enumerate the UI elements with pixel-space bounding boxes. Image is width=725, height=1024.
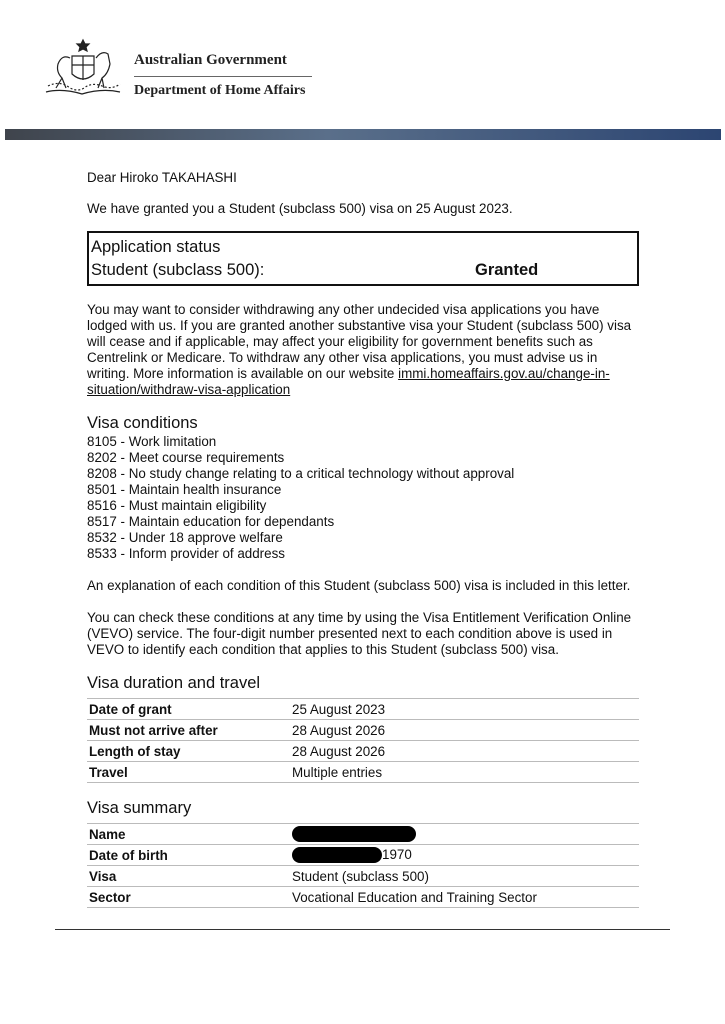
- withdraw-application-link[interactable]: immi.homeaffairs.gov.au/change-in-situation/withdraw-visa-application: [87, 366, 610, 397]
- status-visa-label: Student (subclass 500):: [91, 261, 265, 279]
- status-badge: Granted: [475, 261, 539, 279]
- redaction-mark: [292, 847, 382, 863]
- table-row: [87, 762, 639, 783]
- row-value: [290, 824, 639, 845]
- government-name: Australian Government: [134, 52, 287, 68]
- summary-table: [87, 823, 639, 908]
- department-name: Department of Home Affairs: [134, 83, 306, 98]
- row-value: Multiple entries: [290, 762, 639, 783]
- row-label: Date of birth: [87, 845, 290, 866]
- redaction-mark: [292, 826, 416, 842]
- condition-item: 8517 - Maintain education for dependants: [87, 514, 335, 529]
- row-value: Vocational Education and Training Sector: [290, 887, 639, 908]
- row-label: Travel: [87, 762, 290, 783]
- vevo-paragraph: You can check these conditions at any time by using the Visa Entitlement Verification Online (VEVO) service. The four-digit number presented next to each condition above is used in VEVO to identify each condition that applies to this Student (subclass 500) visa.: [87, 610, 632, 657]
- footer-divider: [55, 929, 670, 930]
- advice-paragraph: [87, 302, 639, 398]
- condition-item: 8532 - Under 18 approve welfare: [87, 530, 283, 545]
- advice-text: You may want to consider withdrawing any other undecided visa applications you have lodged with us. If you are granted another substantive visa your Student (subclass 500) visa will cease and if applicable, may affect your eligibility for government benefits such as Centrelink or Medicare. To withdraw any other visa applications, you must advise us in writing. More information is available on our website: [87, 302, 632, 381]
- table-row: [87, 824, 639, 845]
- status-row: [91, 259, 637, 282]
- table-row: [87, 720, 639, 741]
- row-value: 28 August 2026: [290, 741, 639, 762]
- table-row: [87, 699, 639, 720]
- summary-heading: Visa summary: [87, 799, 192, 817]
- application-status-box: [87, 231, 639, 286]
- row-value: 25 August 2023: [290, 699, 639, 720]
- dob-year: 1970: [382, 846, 412, 862]
- table-row: [87, 741, 639, 762]
- greeting: Dear Hiroko TAKAHASHI: [87, 170, 237, 185]
- row-label: Must not arrive after: [87, 720, 290, 741]
- wordmark-divider: [134, 76, 312, 77]
- coat-of-arms-icon: [42, 36, 124, 98]
- table-row: [87, 845, 639, 866]
- table-row: [87, 887, 639, 908]
- government-wordmark: [134, 50, 312, 101]
- row-label: Length of stay: [87, 741, 290, 762]
- conditions-list: [87, 434, 639, 562]
- table-row: [87, 866, 639, 887]
- intro-text: We have granted you a Student (subclass 500) visa on 25 August 2023.: [87, 201, 513, 216]
- row-label: Visa: [87, 866, 290, 887]
- row-value: [290, 845, 639, 866]
- condition-item: 8208 - No study change relating to a critical technology without approval: [87, 466, 515, 481]
- duration-heading: Visa duration and travel: [87, 674, 261, 692]
- condition-item: 8533 - Inform provider of address: [87, 546, 285, 561]
- duration-table: [87, 698, 639, 783]
- condition-item: 8516 - Must maintain eligibility: [87, 498, 267, 513]
- explanation-text: An explanation of each condition of this Student (subclass 500) visa is included in this letter.: [87, 578, 631, 593]
- row-label: Name: [87, 824, 290, 845]
- condition-item: 8501 - Maintain health insurance: [87, 482, 282, 497]
- row-label: Date of grant: [87, 699, 290, 720]
- row-value: Student (subclass 500): [290, 866, 639, 887]
- status-title: Application status: [91, 238, 221, 256]
- row-label: Sector: [87, 887, 290, 908]
- conditions-heading: Visa conditions: [87, 414, 198, 432]
- header-band: [5, 129, 721, 140]
- row-value: 28 August 2026: [290, 720, 639, 741]
- condition-item: 8105 - Work limitation: [87, 434, 217, 449]
- letter-body: [87, 170, 639, 908]
- condition-item: 8202 - Meet course requirements: [87, 450, 285, 465]
